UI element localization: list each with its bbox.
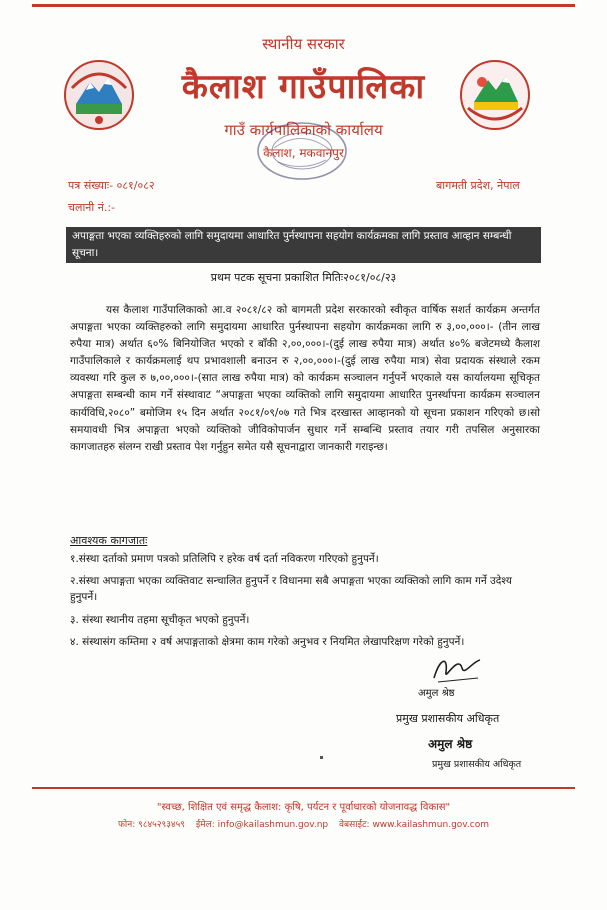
- footer-slogan: "स्वच्छ, शिक्षित एवं समृद्ध कैलाश: कृषि, पर्यटन र पूर्वाधारको योजनावद्ध विकास": [156, 802, 451, 813]
- handwritten-signature: [428, 648, 488, 688]
- footer-contact: [0, 817, 607, 830]
- top-red-rule: [32, 4, 575, 7]
- requirement-item: ३. संस्था स्थानीय तहमा सूचीकृत भएको हुनुपर्ने।: [70, 614, 250, 626]
- footer-website[interactable]: वेबसाईट: www.kailashmun.gov.com: [339, 820, 489, 830]
- reference-number: पत्र संख्याः- ०८१/०८२: [68, 179, 155, 192]
- requirement-item: १.संस्था दर्ताको प्रमाण पत्रको प्रतिलिपि र हरेक वर्ष दर्ता नविकरण गरिएको हुनुपर्ने।: [70, 553, 379, 565]
- office-seal-stamp: [252, 118, 352, 184]
- required-documents-heading: आवश्यक कागजातः: [70, 534, 148, 547]
- requirement-item: २.संस्था अपाङ्गता भएका व्यक्तिवाट सन्चालित हुनुपर्ने र विधानमा सबै अपाङ्गता भएका व्यक्तिको लागि काम गर्ने उदेश्य हुनुपर्ने।: [70, 575, 512, 603]
- province-label: बागमती प्रदेश, नेपाल: [436, 179, 520, 192]
- ink-dot: [320, 756, 323, 759]
- signatory-title-handwritten: प्रमुख प्रशासकीय अधिकृत: [396, 712, 500, 725]
- requirement-item: ४. संस्थासंग कम्तिमा २ वर्ष अपाङ्गताको क्षेत्रमा काम गरेको अनुभव र नियमित लेखापरिक्षण गरेको हुनुपर्ने।: [70, 636, 465, 648]
- footer-red-rule: [32, 787, 575, 789]
- footer-phone: फोन: ९८४५२९३४५९: [117, 820, 185, 830]
- signatory-name-handwritten: अमुल श्रेष्ठ: [418, 688, 455, 699]
- signatory-title-stamp: प्रमुख प्रशासकीय अधिकृत: [432, 759, 522, 770]
- notice-subject: अपाङ्गता भएका व्यक्तिहरुको लागि समुदायमा आधारित पुर्नस्थापना सहयोग कार्यक्रमका लागि प्रस्ताव आव्हान सम्बन्धी सूचना।: [66, 227, 541, 263]
- office-subtitle: गाउँ कार्यपालिकाको कार्यालय: [224, 121, 383, 139]
- footer-email[interactable]: ईमेल: info@kailashmun.gov.np: [195, 820, 329, 830]
- publication-date: प्रथम पटक सूचना प्रकाशित मितिः२०८१/०८/२३: [210, 271, 397, 284]
- government-label: स्थानीय सरकार: [262, 35, 345, 53]
- office-name: कैलाश गाउँपालिका: [181, 67, 426, 107]
- office-address: कैलाश, मकवानपुर: [263, 146, 344, 160]
- dispatch-number: चलानी नं.:-: [68, 201, 116, 214]
- signatory-name-stamp: अमुल श्रेष्ठ: [428, 737, 473, 751]
- notice-body: यस कैलाश गाउँपालिकाको आ.व २०८१/८२ को बागमती प्रदेश सरकारको स्वीकृत वार्षिक सशर्त कार्यक्रम अन्तर्गत अपाङ्गता भएका व्यक्तिहरुको लागि समुदायमा आधारित पुर्नस्थापना सहयोग कार्यक्रमका लागि रु ३,००,०००।- (तीन लाख रुपैया मात्र) अर्थात ६०% बिनियोजित भएको र बाँकी २,००,०००।-(दुई लाख रुपैया मात्र) अर्थात ४०% बजेटमध्ये कैलाश गाउँपालिकाले र कार्यक्रमलाई थप प्रभावशाली बनाउन रु २,००,०००।-(दुई लाख रुपैया मात्र) सेवा प्रदायक संस्थाले रकम व्यवस्था गरि कुल रु ७,००,०००।-(सात लाख रुपैया मात्र) को कार्यक्रम सञ्चालन गर्नुपर्ने भएकाले यस कार्यालयमा सूचिकृत अपाङ्गता सम्बन्धी काम गर्ने संस्थावाट “अपाङ्गता भएका व्यक्तिको लागि समुदायमा आधारित पुनर्स्थापना कार्यक्रम सञ्चालन कार्यविधि,२०८०” बमोजिम १५ दिन अर्थात २०८१/०९/०७ गते भित्र दरखास्त आव्हानको यो सूचना प्रकाशन गरिएको छ।सो समयावधी भित्र अपाङ्गता भएको व्यक्तिको जीविकोपार्जन सुधार गर्ने सम्बन्धि प्रस्ताव तयार गरी तपसिल अनुसारका कागजातहरु संलग्न राखी प्रस्ताव पेश गर्नुहुन समेत यसै सूचनाद्वारा जानकारी गराइन्छ।: [70, 304, 540, 453]
